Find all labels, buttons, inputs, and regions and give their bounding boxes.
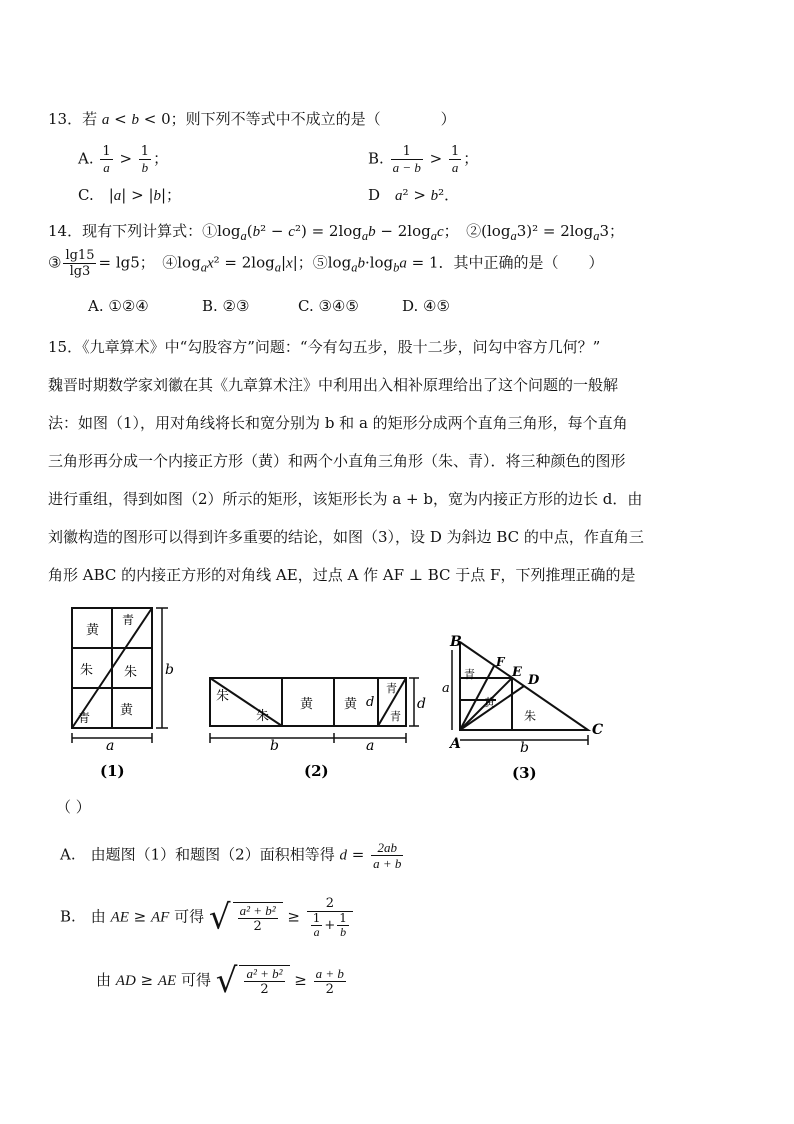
- fig3-label-a: a: [442, 681, 450, 696]
- q15-line2: 魏晋时期数学家刘徽在其《九章算术注》中利用出入相补原理给出了这个问题的一般解: [48, 376, 619, 394]
- q13-option-c: C. |a| > |b|；: [78, 186, 182, 204]
- fig3-zhu: 朱: [524, 709, 537, 723]
- fig2-zhu-2: 朱: [256, 709, 270, 724]
- fig2-label-d: d: [417, 696, 426, 712]
- fig2-huang-1: 黄: [300, 697, 314, 712]
- fig2-qing-2: 青: [390, 710, 401, 723]
- q15-line5: 进行重组，得到如图（2）所示的矩形，该矩形长为 a + b，宽为内接正方形的边长 d．由: [48, 490, 643, 508]
- fig3-qing: 青: [464, 668, 475, 681]
- fig1-huang-2: 黄: [120, 703, 134, 718]
- fig2-label-a: a: [366, 738, 375, 754]
- fig3-label-E: E: [512, 665, 522, 680]
- q13-option-b: B. $\frac{1}{a - b}$ > $\frac{1}{a}$ ；: [368, 144, 479, 175]
- figure-2: [200, 670, 430, 785]
- q15-line6: 刘徽构造的图形可以得到许多重要的结论，如图（3），设 D 为斜边 BC 的中点，作直角三: [48, 528, 644, 546]
- q15-answer-paren: （ ）: [56, 798, 91, 816]
- fig3-label-B: B: [450, 634, 462, 650]
- fig3-label-A: A: [450, 736, 461, 752]
- fig2-caption: (2): [304, 762, 329, 780]
- q14-line2: ③ $\frac{\lg 15}{\lg 3}$ = lg5； $④\log_ax^2 = 2\log_a|x|$；$⑤\log_ab\cdot\log_ba = 1$．其中正确的是（ ）: [48, 248, 604, 279]
- q13-option-d: D a² > b²．: [368, 186, 460, 204]
- fig2-label-b: b: [270, 738, 279, 754]
- fig1-zhu-1: 朱: [80, 663, 94, 678]
- fig1-label-b: b: [165, 662, 174, 678]
- fig3-label-D: D: [528, 673, 540, 688]
- q15-line1: 15．《九章算术》中“勾股容方”问题：“今有勾五步，股十二步，问勾中容方几何？”: [48, 338, 601, 356]
- fig1-qing-1: 青: [122, 613, 135, 627]
- fig2-qing-1: 青: [386, 682, 397, 695]
- q14-option-c: C. ③④⑤: [298, 297, 359, 315]
- fig3-huang: 黄: [484, 696, 495, 709]
- fig2-zhu-1: 朱: [216, 689, 230, 704]
- q15-line4: 三角形再分成一个内接正方形（黄）和两个小直角三角形（朱、青）．将三种颜色的图形: [48, 452, 626, 470]
- fig1-zhu-2: 朱: [124, 665, 138, 680]
- fig2-huang-2: 黄: [344, 697, 358, 712]
- figure-3: [440, 630, 615, 785]
- fig3-caption: (3): [512, 764, 537, 782]
- fig1-huang-1: 黄: [86, 623, 100, 638]
- q14-option-d: D. ④⑤: [402, 297, 450, 315]
- q14-option-a: A. ①②④: [88, 297, 149, 315]
- q15-option-c: 由 AD ≥ AE 可得 √ $\frac{\text{a² + b²}}{2}$ ≥ $\frac{a + b}{2}$: [96, 961, 344, 1001]
- fig1-label-a: a: [106, 738, 115, 754]
- q15-option-b: B. 由 AE ≥ AF 可得 √ $\frac{\text{a² + b²}}{2}$ ≥ 2 $\frac{1}{a}$ + $\frac{1}{b}$: [60, 896, 355, 939]
- q15-line7: 角形 ABC 的内接正方形的对角线 AE，过点 A 作 AF ⊥ BC 于点 F，下列推理正确的是: [48, 566, 636, 584]
- fig3-label-b: b: [520, 740, 529, 756]
- q14-stem: 14．现有下列计算式：$①\log_a(b^2 - c^2) = 2\log_ab - 2\log_ac$； $②(\log_a3)^2 = 2\log_a3$；: [48, 222, 624, 243]
- fig1-caption: (1): [100, 762, 125, 780]
- fig3-label-C: C: [592, 722, 604, 738]
- q13-stem: 13．若 a < b < 0；则下列不等式中不成立的是（ ）: [48, 110, 456, 128]
- figure-1: [60, 600, 185, 785]
- fig2-label-d-inner: d: [366, 695, 375, 710]
- fig1-qing-2: 青: [78, 711, 91, 725]
- q14-option-b: B. ②③: [202, 297, 250, 315]
- q15-line3: 法：如图（1），用对角线将长和宽分别为 b 和 a 的矩形分成两个直角三角形，每个直角: [48, 414, 628, 432]
- q15-option-a: A. 由题图（1）和题图（2）面积相等得 d = $\frac{2ab}{a + b}$: [60, 840, 402, 871]
- q13-option-a: A. $\frac{1}{a}$ > $\frac{1}{b}$ ；: [78, 144, 169, 175]
- fig3-label-F: F: [496, 655, 505, 669]
